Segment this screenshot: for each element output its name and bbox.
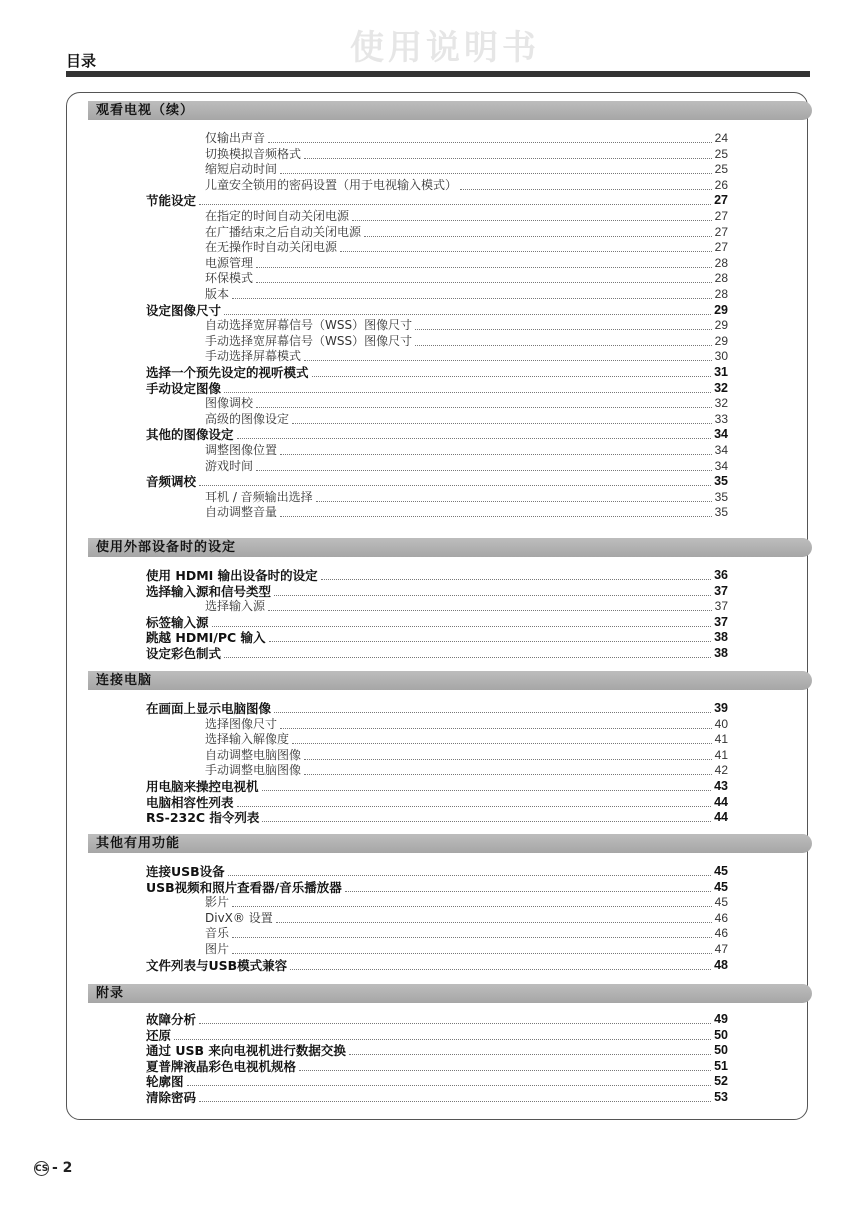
toc-entry[interactable] — [205, 895, 728, 910]
toc-entry[interactable] — [146, 381, 728, 396]
toc-entry[interactable] — [205, 942, 728, 957]
dot-leader — [268, 142, 712, 143]
toc-entry-page: 46 — [714, 910, 728, 925]
toc-entry[interactable] — [205, 732, 728, 747]
toc-entry-page: 25 — [714, 146, 728, 161]
toc-entry-title: 夏普牌液晶彩色电视机规格 — [146, 1058, 297, 1074]
toc-entry[interactable] — [205, 763, 728, 778]
toc-entry[interactable] — [146, 630, 728, 645]
toc-entry-page: 35 — [714, 474, 728, 489]
toc-entry-title: 手动选择屏幕模式 — [205, 349, 302, 364]
toc-entry[interactable] — [146, 584, 728, 599]
toc-entry-page: 42 — [714, 763, 728, 778]
toc-entry-title: 节能设定 — [146, 193, 197, 209]
dot-leader — [316, 501, 712, 502]
toc-entry-page: 25 — [714, 162, 728, 177]
toc-entry-title: 游戏时间 — [205, 458, 254, 473]
toc-entry[interactable] — [205, 926, 728, 941]
dot-leader — [460, 189, 712, 190]
dot-leader — [232, 906, 712, 907]
toc-entry[interactable] — [146, 1090, 728, 1105]
toc-entry-page: 44 — [714, 810, 728, 825]
section-header-label: 附录 — [96, 986, 125, 1001]
dot-leader — [415, 329, 712, 330]
page-number: - 2 — [52, 1160, 73, 1176]
toc-entry-page: 41 — [714, 747, 728, 762]
toc-entry-title: 还原 — [146, 1027, 172, 1043]
dot-leader — [415, 345, 712, 346]
toc-entry[interactable] — [146, 958, 728, 973]
dot-leader — [290, 969, 711, 970]
dot-leader — [256, 407, 712, 408]
toc-entry[interactable] — [146, 1059, 728, 1074]
toc-entry[interactable] — [205, 256, 728, 271]
toc-entry-page: 40 — [714, 716, 728, 731]
toc-entry-page: 37 — [714, 583, 728, 598]
dot-leader — [304, 158, 712, 159]
toc-entry[interactable] — [205, 162, 728, 177]
toc-entry-title: USB视频和照片查看器/音乐播放器 — [146, 879, 342, 895]
toc-entry[interactable] — [205, 505, 728, 520]
dot-leader — [232, 298, 712, 299]
dot-leader — [292, 743, 712, 744]
dot-leader — [237, 438, 712, 439]
toc-entry[interactable] — [146, 1043, 728, 1058]
toc-entry[interactable] — [205, 443, 728, 458]
toc-entry-page: 45 — [714, 864, 728, 878]
ghost-manual-title: 使用说明书 — [350, 28, 540, 68]
toc-entry-page: 47 — [714, 942, 728, 956]
page-footer — [34, 1160, 72, 1176]
toc-entry[interactable] — [205, 131, 728, 146]
toc-entry-page: 27 — [714, 224, 728, 239]
toc-entry-page: 31 — [714, 365, 728, 379]
toc-entry-title: 版本 — [205, 287, 230, 301]
toc-entry-page: 34 — [714, 443, 728, 457]
toc-entry-page: 46 — [714, 926, 728, 941]
toc-entry-title: 用电脑来操控电视机 — [146, 779, 259, 794]
dot-leader — [280, 173, 712, 174]
toc-entry[interactable] — [205, 748, 728, 763]
toc-entry[interactable] — [205, 287, 728, 302]
section-header — [88, 538, 812, 557]
dot-leader — [187, 1085, 712, 1086]
toc-entry-page: 37 — [714, 599, 728, 614]
toc-entry[interactable] — [205, 911, 728, 926]
dot-leader — [364, 236, 712, 237]
toc-entry-title: 文件列表与USB模式兼容 — [146, 957, 288, 973]
toc-entry-page: 32 — [714, 380, 728, 395]
toc-entry-title: 选择输入源 — [205, 599, 266, 614]
toc-entry-page: 41 — [714, 732, 728, 747]
dot-leader — [321, 579, 711, 580]
header-rule — [66, 71, 810, 77]
dot-leader — [256, 470, 712, 471]
toc-entry-title: 耳机 / 音频输出选择 — [205, 489, 313, 504]
toc-entry-page: 48 — [714, 957, 728, 972]
dot-leader — [292, 423, 712, 424]
toc-entry[interactable] — [146, 646, 728, 661]
toc-entry-title: 使用 HDMI 输出设备时的设定 — [146, 568, 318, 583]
dot-leader — [174, 1039, 711, 1040]
toc-entry[interactable] — [205, 209, 728, 224]
toc-entry-page: 32 — [714, 396, 728, 411]
dot-leader — [276, 922, 712, 923]
toc-entry-title: 仅输出声音 — [205, 131, 266, 145]
toc-entry[interactable] — [146, 303, 728, 318]
toc-entry-title: 在画面上显示电脑图像 — [146, 701, 272, 716]
toc-entry-page: 28 — [714, 271, 728, 286]
dot-leader — [262, 821, 711, 822]
toc-entry-title: 手动选择宽屏幕信号（WSS）图像尺寸 — [205, 333, 413, 348]
toc-entry-page: 53 — [714, 1090, 728, 1104]
toc-entry-page: 35 — [714, 505, 728, 520]
toc-entry-title: 自动选择宽屏幕信号（WSS）图像尺寸 — [205, 318, 413, 333]
dot-leader — [312, 376, 712, 377]
toc-entry-title: 电脑相容性列表 — [146, 794, 234, 810]
toc-entry-page: 27 — [714, 209, 728, 223]
toc-entry-title: RS-232C 指令列表 — [146, 810, 260, 826]
dot-leader — [304, 360, 712, 361]
toc-entry-title: 在无操作时自动关闭电源 — [205, 240, 338, 255]
toc-entry-page: 34 — [714, 427, 728, 442]
toc-entry[interactable] — [146, 779, 728, 794]
dot-leader — [224, 657, 711, 658]
toc-entry-title: 连接USB设备 — [146, 864, 225, 879]
section-header-label: 连接电脑 — [96, 673, 153, 688]
dot-leader — [224, 392, 711, 393]
dot-leader — [304, 774, 712, 775]
toc-entry[interactable] — [205, 490, 728, 505]
toc-entry-title: 手动设定图像 — [146, 380, 222, 396]
section-header — [88, 101, 812, 120]
dot-leader — [212, 626, 712, 627]
toc-entry-page: 28 — [714, 255, 728, 270]
dot-leader — [274, 712, 711, 713]
toc-entry-title: 音频调校 — [146, 474, 197, 490]
dot-leader — [280, 728, 712, 729]
dot-leader — [269, 641, 712, 642]
toc-entry[interactable] — [205, 717, 728, 732]
toc-entry[interactable] — [146, 474, 728, 489]
toc-entry-title: 调整图像位置 — [205, 443, 278, 457]
toc-entry-title: 影片 — [205, 895, 230, 910]
toc-entry-page: 45 — [714, 895, 728, 910]
toc-entry[interactable] — [205, 318, 728, 333]
toc-entry[interactable] — [205, 334, 728, 349]
toc-entry-title: 故障分析 — [146, 1012, 197, 1027]
toc-entry-page: 38 — [714, 630, 728, 645]
dot-leader — [237, 806, 712, 807]
toc-entry-title: 音乐 — [205, 926, 230, 941]
toc-entry-title: 环保模式 — [205, 271, 254, 286]
toc-entry-title: 选择输入解像度 — [205, 732, 290, 747]
dot-leader — [228, 875, 711, 876]
dot-leader — [262, 790, 712, 791]
toc-entry[interactable] — [205, 271, 728, 286]
toc-entry-page: 27 — [714, 193, 728, 208]
dot-leader — [199, 1023, 711, 1024]
dot-leader — [256, 267, 712, 268]
toc-entry-page: 34 — [714, 458, 728, 473]
section-header-label: 观看电视（续） — [96, 103, 195, 118]
section-header-label: 使用外部设备时的设定 — [96, 540, 237, 555]
page-title: 目录 — [66, 52, 97, 70]
toc-entry-page: 29 — [714, 318, 728, 333]
toc-entry[interactable] — [205, 459, 728, 474]
dot-leader — [349, 1054, 711, 1055]
toc-entry[interactable] — [146, 864, 728, 879]
toc-entry[interactable] — [146, 365, 728, 380]
dot-leader — [256, 282, 712, 283]
toc-entry[interactable] — [205, 599, 728, 614]
dot-leader — [232, 937, 712, 938]
toc-entry-title: 跳越 HDMI/PC 输入 — [146, 630, 266, 646]
toc-entry-title: 清除密码 — [146, 1090, 197, 1105]
toc-entry-page: 38 — [714, 646, 728, 660]
toc-entry[interactable] — [146, 427, 728, 442]
toc-entry-page: 36 — [714, 568, 728, 582]
toc-entry-title: 图像调校 — [205, 396, 254, 411]
toc-entry-page: 35 — [714, 489, 728, 504]
toc-entry-page: 51 — [714, 1058, 728, 1073]
toc-entry[interactable] — [146, 615, 728, 630]
toc-entry-page: 44 — [714, 794, 728, 809]
toc-entry[interactable] — [205, 240, 728, 255]
toc-entry[interactable] — [205, 147, 728, 162]
toc-entry[interactable] — [146, 568, 728, 583]
toc-entry[interactable] — [146, 880, 728, 895]
toc-entry-title: 其他的图像设定 — [146, 427, 234, 443]
toc-entry[interactable] — [205, 412, 728, 427]
toc-entry-page: 37 — [714, 614, 728, 629]
toc-entry-title: 自动调整电脑图像 — [205, 747, 302, 762]
toc-entry-title: 手动调整电脑图像 — [205, 763, 302, 778]
dot-leader — [340, 251, 712, 252]
dot-leader — [224, 314, 711, 315]
toc-entry[interactable] — [146, 1012, 728, 1027]
dot-leader — [352, 220, 712, 221]
toc-entry-page: 30 — [714, 349, 728, 364]
dot-leader — [280, 516, 712, 517]
language-badge: CS — [34, 1161, 49, 1176]
toc-entry-title: 设定彩色制式 — [146, 646, 222, 661]
dot-leader — [199, 204, 711, 205]
section-header-label: 其他有用功能 — [96, 836, 181, 851]
toc-entry[interactable] — [146, 193, 728, 208]
dot-leader — [199, 1101, 711, 1102]
toc-entry[interactable] — [205, 225, 728, 240]
section-header — [88, 671, 812, 690]
toc-entry-title: 选择输入源和信号类型 — [146, 583, 272, 599]
toc-entry-title: 儿童安全锁用的密码设置（用于电视输入模式） — [205, 177, 458, 192]
dot-leader — [274, 595, 711, 596]
toc-entry-title: 轮廓图 — [146, 1074, 184, 1090]
toc-entry-title: 在广播结束之后自动关闭电源 — [205, 224, 362, 239]
toc-entry-title: 缩短启动时间 — [205, 162, 278, 177]
toc-entry-page: 50 — [714, 1027, 728, 1042]
toc-entry[interactable] — [205, 178, 728, 193]
toc-entry-page: 39 — [714, 701, 728, 715]
toc-entry-page: 27 — [714, 240, 728, 255]
toc-entry[interactable] — [146, 795, 728, 810]
dot-leader — [304, 759, 712, 760]
dot-leader — [345, 891, 711, 892]
toc-entry-page: 29 — [714, 302, 728, 317]
toc-entry-title: 选择图像尺寸 — [205, 716, 278, 731]
dot-leader — [199, 485, 711, 486]
toc-entry-title: 通过 USB 来向电视机进行数据交换 — [146, 1043, 346, 1059]
dot-leader — [268, 610, 712, 611]
toc-entry-title: 在指定的时间自动关闭电源 — [205, 209, 350, 223]
toc-entry-title: 切换模拟音频格式 — [205, 146, 302, 161]
toc-entry-title: 图片 — [205, 942, 230, 956]
toc-entry[interactable] — [146, 1074, 728, 1089]
toc-entry-page: 45 — [714, 879, 728, 894]
toc-entry-title: 标签输入源 — [146, 614, 209, 630]
toc-entry-title: 自动调整音量 — [205, 505, 278, 520]
toc-entry-page: 24 — [714, 131, 728, 145]
toc-entry-page: 49 — [714, 1012, 728, 1026]
dot-leader — [232, 953, 712, 954]
toc-entry[interactable] — [146, 701, 728, 716]
section-header — [88, 834, 812, 853]
section-header — [88, 984, 812, 1003]
toc-entry-page: 29 — [714, 333, 728, 348]
toc-entry[interactable] — [205, 349, 728, 364]
toc-entry-page: 28 — [714, 287, 728, 301]
toc-entry-page: 50 — [714, 1043, 728, 1058]
toc-entry-page: 43 — [714, 779, 728, 793]
toc-entry-title: 设定图像尺寸 — [146, 302, 222, 318]
toc-entry[interactable] — [146, 1028, 728, 1043]
toc-entry[interactable] — [205, 396, 728, 411]
toc-entry-page: 52 — [714, 1074, 728, 1089]
toc-entry-title: DivX® 设置 — [205, 910, 273, 925]
toc-entry-page: 33 — [714, 411, 728, 426]
dot-leader — [280, 454, 712, 455]
toc-entry-page: 26 — [714, 177, 728, 192]
toc-entry[interactable] — [146, 810, 728, 825]
toc-entry-title: 电源管理 — [205, 255, 254, 270]
toc-entry-title: 选择一个预先设定的视听模式 — [146, 365, 309, 380]
toc-entry-title: 高级的图像设定 — [205, 411, 290, 426]
dot-leader — [299, 1070, 711, 1071]
